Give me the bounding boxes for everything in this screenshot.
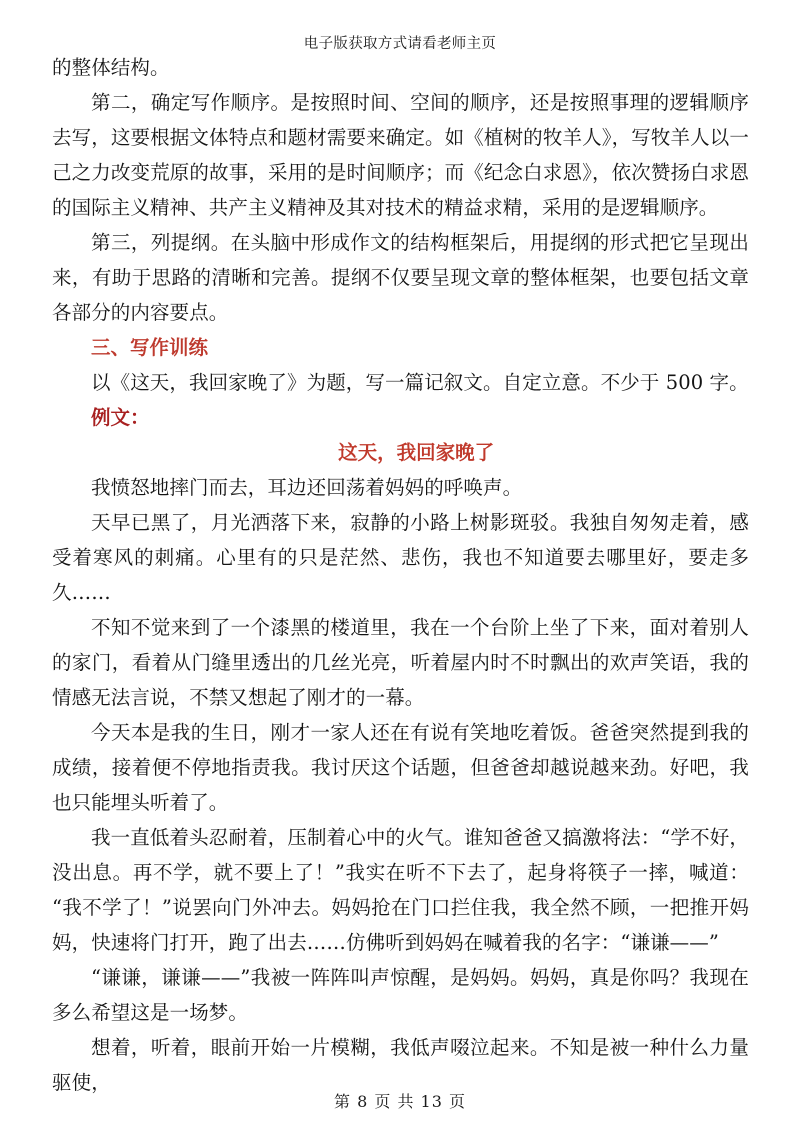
paragraph-second-point: 第二，确定写作顺序。是按照时间、空间的顺序，还是按照事理的逻辑顺序去写，这要根据文体特点和题材需要来确定。如《植树的牧羊人》，写牧羊人以一己之力改变荒原的故事，采用的是时间顺序；而《纪念白求恩》，依次赞扬白求恩的国际主义精神、共产主义精神及其对技术的精益求精，采用的是逻辑顺序。 [52, 91, 749, 219]
section-heading-writing-practice: 三、写作训练 [91, 336, 209, 359]
essay-paragraph-7: 想着，听着，眼前开始一片模糊，我低声啜泣起来。不知是被一种什么力量驱使， [52, 1036, 749, 1094]
paragraph-continuation: 的整体结构。 [52, 56, 170, 79]
essay-paragraph-1: 我愤怒地摔门而去，耳边还回荡着妈妈的呼唤声。 [91, 476, 523, 499]
essay-title: 这天，我回家晚了 [338, 441, 495, 464]
essay-paragraph-4: 今天本是我的生日，刚才一家人还在有说有笑地吃着饭。爸爸突然提到我的成绩，接着便不停地指责我。我讨厌这个话题，但爸爸却越说越来劲。好吧，我也只能埋头听着了。 [52, 721, 749, 814]
essay-paragraph-3: 不知不觉来到了一个漆黑的楼道里，我在一个台阶上坐了下来，面对着别人的家门，看着从门缝里透出的几丝光亮，听着屋内时不时飘出的欢声笑语，我的情感无法言说，不禁又想起了刚才的一幕。 [52, 616, 749, 709]
page-header-note: 电子版获取方式请看老师主页 [303, 36, 497, 52]
assignment-prompt: 以《这天，我回家晚了》为题，写一篇记叙文。自定立意。不少于 500 字。 [91, 371, 749, 394]
essay-paragraph-6: “谦谦，谦谦——”我被一阵阵叫声惊醒，是妈妈。妈妈，真是你吗？我现在多么希望这是一场梦。 [52, 966, 749, 1024]
paragraph-third-point: 第三，列提纲。在头脑中形成作文的结构框架后，用提纲的形式把它呈现出来，有助于思路的清晰和完善。提纲不仅要呈现文章的整体框架，也要包括文章各部分的内容要点。 [52, 231, 749, 324]
document-body [52, 50, 749, 1100]
example-essay-heading: 例文： [91, 406, 150, 429]
essay-paragraph-2: 天早已黑了，月光洒落下来，寂静的小路上树影斑驳。我独自匆匆走着，感受着寒风的刺痛。心里有的只是茫然、悲伤，我也不知道要去哪里好，要走多久…… [52, 511, 749, 604]
essay-paragraph-5: 我一直低着头忍耐着，压制着心中的火气。谁知爸爸又搞激将法：“学不好，没出息。再不学，就不要上了！”我实在听不下去了，起身将筷子一摔，喊道：“我不学了！”说罢向门外冲去。妈妈抢在门口拦住我，我全然不顾，一把推开妈妈，快速将门打开，跑了出去……仿佛听到妈妈在喊着我的名字：“谦谦——” [52, 826, 749, 954]
page-footer-number: 第 8 页 共 13 页 [334, 1092, 466, 1111]
